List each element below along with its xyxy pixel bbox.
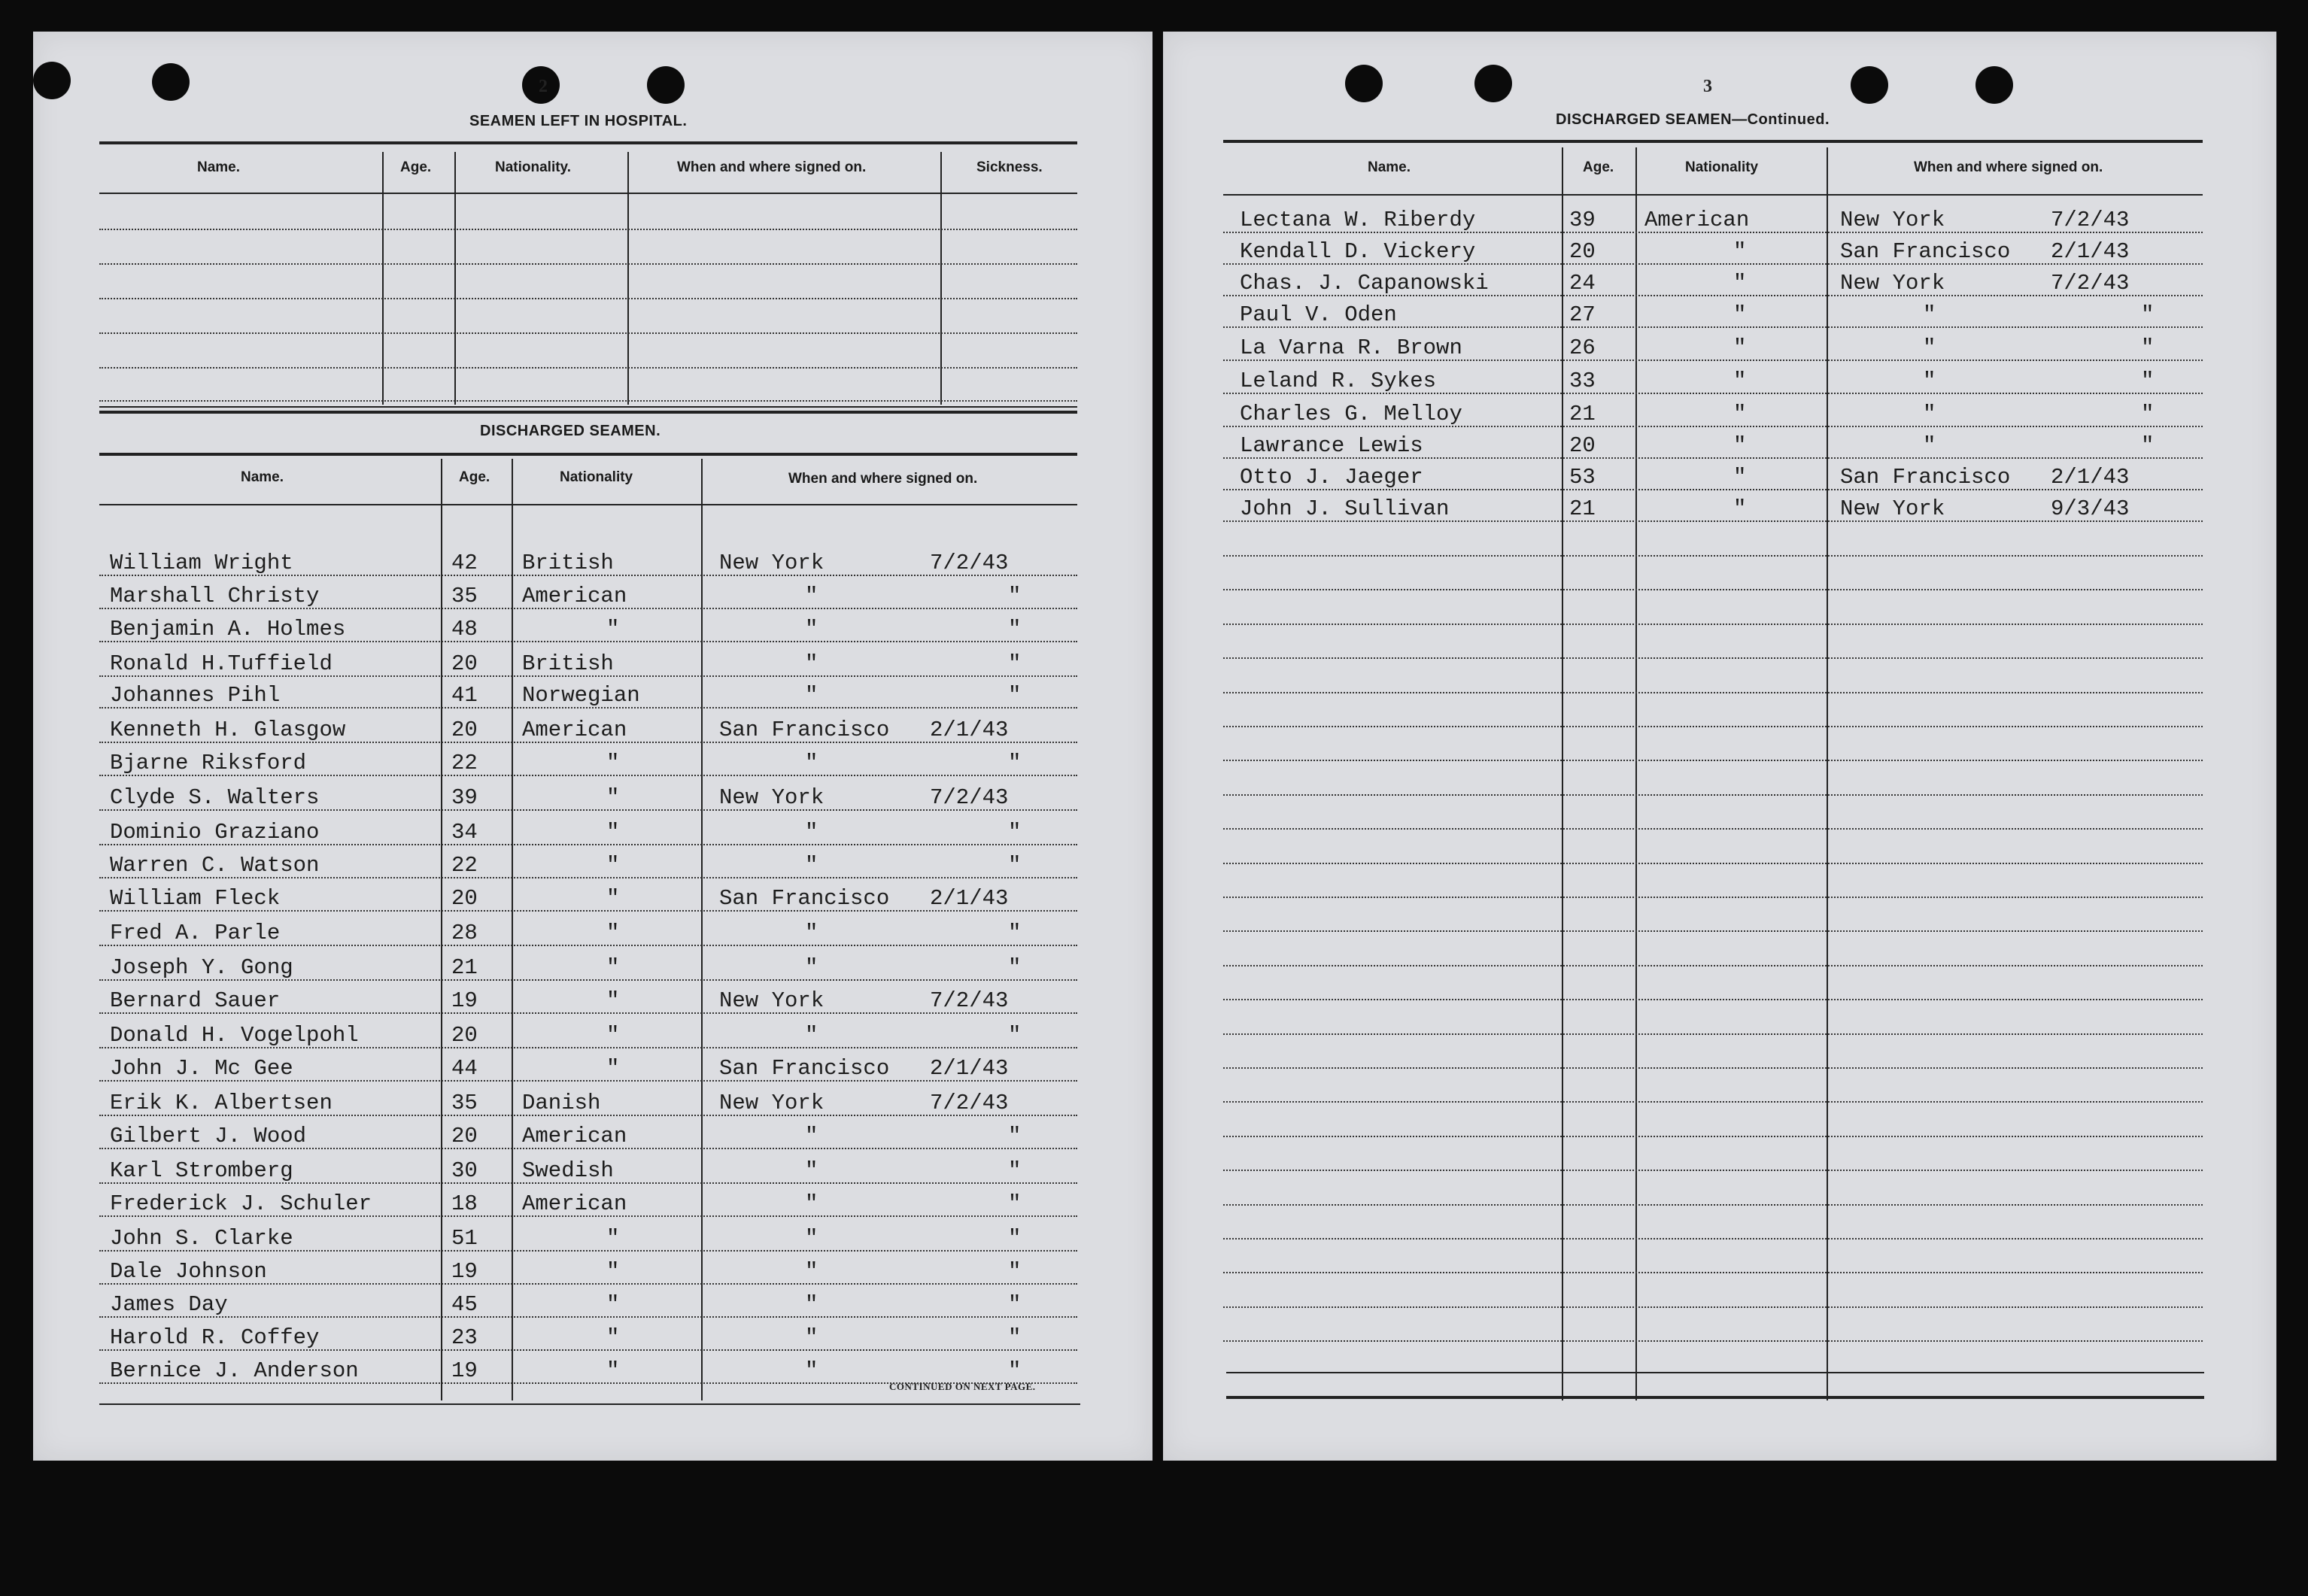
row-rule [99,1115,1077,1116]
cell-age: 26 [1569,335,1596,360]
cell-name: Marshall Christy [110,584,320,608]
cell-name: Otto J. Jaeger [1240,465,1423,490]
cell-nationality: " [606,1259,620,1284]
cell-age: 53 [1569,465,1596,490]
right-header-age: Age. [1583,159,1614,175]
cell-nationality: American [1644,208,1750,232]
punch-hole [1975,66,2013,104]
cell-date: " [1008,853,1022,878]
cell-age: 44 [451,1056,478,1081]
cell-age: 22 [451,751,478,775]
discharged-section-title: DISCHARGED SEAMEN. [480,423,661,439]
cell-date: " [1008,1226,1022,1251]
row-rule [1223,1067,2203,1069]
cell-name: Warren C. Watson [110,853,320,878]
row-rule [1223,794,2203,796]
cell-age: 23 [451,1325,478,1350]
cell-age: 20 [451,1124,478,1148]
cell-name: Paul V. Oden [1240,302,1397,327]
cell-age: 35 [451,584,478,608]
row-rule [99,1283,1077,1285]
row-rule [1223,457,2203,459]
cell-place: " [805,584,818,608]
row-rule [1223,295,2203,296]
cell-nationality: British [522,651,614,676]
cell-name: William Wright [110,551,293,575]
cell-name: Bernard Sauer [110,988,281,1013]
cell-place: " [805,1259,818,1284]
cell-date: " [1008,955,1022,980]
cell-nationality: " [1733,271,1747,296]
cell-age: 20 [451,651,478,676]
cell-place: New York [1840,208,1945,232]
hospital-header-age: Age. [400,159,432,175]
page-number: 3 [1703,77,1712,96]
cell-name: Johannes Pihl [110,683,281,708]
cell-age: 39 [1569,208,1596,232]
cell-date: " [1008,1259,1022,1284]
cell-name: Fred A. Parle [110,921,281,945]
cell-age: 20 [451,886,478,911]
cell-date: " [2141,335,2155,360]
row-rule [99,809,1077,811]
cell-place: " [805,853,818,878]
cell-name: Lectana W. Riberdy [1240,208,1476,232]
cell-place: " [805,820,818,845]
cell-place: " [805,683,818,708]
cell-nationality: " [1733,496,1747,521]
cell-place: " [1923,335,1936,360]
hospital-header-nationality: Nationality. [495,159,571,175]
cell-name: Karl Stromberg [110,1158,293,1183]
row-rule [1223,1306,2203,1308]
continued-note: CONTINUED ON NEXT PAGE. [889,1381,1036,1392]
cell-date: 7/2/43 [930,785,1009,810]
cell-place: " [1923,302,1936,327]
cell-age: 19 [451,1358,478,1383]
cell-nationality: " [606,1056,620,1081]
cell-date: " [1008,751,1022,775]
cell-date: 2/1/43 [930,718,1009,742]
cell-nationality: " [606,1023,620,1048]
cell-place: " [805,1158,818,1183]
cell-place: " [805,651,818,676]
hospital-section-title: SEAMEN LEFT IN HOSPITAL. [469,113,688,129]
cell-nationality: American [522,1191,627,1216]
punch-hole [1851,66,1888,104]
row-rule [1223,1170,2203,1171]
row-rule [1223,1340,2203,1342]
discharged-header-signed-on: When and where signed on. [788,471,978,487]
cell-name: Kenneth H. Glasgow [110,718,346,742]
cell-nationality: American [522,718,627,742]
cell-nationality: " [1733,239,1747,264]
cell-date: " [2141,433,2155,458]
discharged-header-nationality: Nationality [560,469,633,485]
cell-name: Clyde S. Walters [110,785,320,810]
row-rule [1223,1272,2203,1273]
cell-age: 24 [1569,271,1596,296]
cell-date: " [1008,1191,1022,1216]
cell-nationality: Swedish [522,1158,614,1183]
cell-name: Benjamin A. Holmes [110,617,346,642]
cell-name: Chas. J. Capanowski [1240,271,1489,296]
cell-nationality: " [606,1325,620,1350]
cell-place: " [1923,433,1936,458]
row-rule [99,707,1077,708]
row-rule [1223,589,2203,590]
cell-age: 20 [1569,433,1596,458]
cell-age: 18 [451,1191,478,1216]
cell-date: " [1008,683,1022,708]
row-rule [99,1349,1077,1351]
cell-nationality: Danish [522,1091,601,1115]
row-rule [99,979,1077,981]
cell-place: San Francisco [719,1056,890,1081]
row-rule [1223,1238,2203,1239]
cell-nationality: " [606,785,620,810]
punch-hole [152,63,190,101]
cell-place: New York [1840,271,1945,296]
row-rule [99,877,1077,878]
row-rule [1223,326,2203,328]
row-rule [99,1148,1077,1149]
cell-nationality: " [606,955,620,980]
cell-nationality: British [522,551,614,575]
cell-place: San Francisco [1840,465,2011,490]
cell-age: 22 [451,853,478,878]
cell-name: James Day [110,1292,228,1317]
cell-age: 21 [1569,496,1596,521]
cell-name: Dale Johnson [110,1259,267,1284]
cell-age: 39 [451,785,478,810]
cell-age: 19 [451,1259,478,1284]
row-rule [1223,897,2203,898]
cell-name: Leland R. Sykes [1240,369,1437,393]
cell-age: 20 [451,1023,478,1048]
cell-nationality: " [606,853,620,878]
cell-age: 33 [1569,369,1596,393]
row-rule [1223,555,2203,557]
cell-date: 2/1/43 [930,1056,1009,1081]
hospital-header-signed-on: When and where signed on. [677,159,867,175]
cell-place: " [805,617,818,642]
cell-nationality: " [1733,335,1747,360]
cell-place: " [805,751,818,775]
cell-date: 9/3/43 [2051,496,2130,521]
cell-place: " [805,1023,818,1048]
cell-date: " [1008,1292,1022,1317]
cell-name: Kendall D. Vickery [1240,239,1476,264]
cell-age: 30 [451,1158,478,1183]
cell-date: " [1008,584,1022,608]
row-rule [1223,760,2203,761]
cell-place: New York [719,1091,825,1115]
cell-date: " [1008,820,1022,845]
cell-place: " [805,1124,818,1148]
cell-name: John J. Mc Gee [110,1056,293,1081]
cell-name: Dominio Graziano [110,820,320,845]
cell-date: " [2141,369,2155,393]
row-rule [1223,692,2203,693]
cell-age: 42 [451,551,478,575]
cell-date: " [2141,402,2155,426]
row-rule [99,675,1077,677]
right-header-nationality: Nationality [1685,159,1759,175]
cell-date: " [1008,1124,1022,1148]
cell-place: New York [719,551,825,575]
cell-nationality: Norwegian [522,683,640,708]
cell-place: " [805,1358,818,1383]
cell-nationality: " [1733,465,1747,490]
cell-name: Ronald H.Tuffield [110,651,333,676]
cell-nationality: " [1733,369,1747,393]
row-rule [1223,360,2203,361]
row-rule [99,641,1077,642]
row-rule [99,910,1077,912]
cell-age: 20 [1569,239,1596,264]
cell-age: 51 [451,1226,478,1251]
row-rule [1223,624,2203,625]
row-rule [1223,863,2203,864]
row-rule [99,1080,1077,1082]
cell-date: 7/2/43 [930,551,1009,575]
cell-date: 7/2/43 [930,1091,1009,1115]
cell-date: 7/2/43 [930,988,1009,1013]
right-page [1163,32,2276,1461]
row-rule [1223,263,2203,265]
row-rule [99,1250,1077,1252]
row-rule [1223,726,2203,727]
row-rule [1223,999,2203,1000]
row-rule [1223,520,2203,522]
cell-date: " [1008,921,1022,945]
discharged-header-name: Name. [241,469,284,485]
right-header-signed-on: When and where signed on. [1914,159,2103,175]
cell-age: 48 [451,617,478,642]
cell-date: 2/1/43 [2051,465,2130,490]
row-rule [1223,1033,2203,1035]
cell-age: 21 [1569,402,1596,426]
cell-date: " [1008,617,1022,642]
cell-place: " [805,1292,818,1317]
cell-nationality: " [606,751,620,775]
cell-name: Erik K. Albertsen [110,1091,333,1115]
row-rule [99,1182,1077,1184]
cell-place: " [805,1226,818,1251]
row-rule [99,1047,1077,1048]
cell-date: 2/1/43 [930,886,1009,911]
cell-date: 2/1/43 [2051,239,2130,264]
cell-name: Charles G. Melloy [1240,402,1462,426]
cell-age: 20 [451,718,478,742]
continued-section-title: DISCHARGED SEAMEN—Continued. [1556,111,1830,128]
cell-age: 19 [451,988,478,1013]
cell-nationality: " [606,1358,620,1383]
hospital-header-sickness: Sickness. [976,159,1043,175]
row-rule [1223,232,2203,233]
cell-name: Harold R. Coffey [110,1325,320,1350]
row-rule [99,945,1077,946]
cell-nationality: " [606,1292,620,1317]
row-rule [1223,489,2203,490]
punch-hole [647,66,685,104]
cell-place: " [805,955,818,980]
row-rule [99,1215,1077,1217]
cell-place: " [805,921,818,945]
cell-age: 28 [451,921,478,945]
cell-nationality: American [522,584,627,608]
cell-date: 7/2/43 [2051,271,2130,296]
cell-date: " [1008,1023,1022,1048]
cell-name: Donald H. Vogelpohl [110,1023,359,1048]
row-rule [1223,426,2203,427]
cell-nationality: American [522,1124,627,1148]
cell-date: 7/2/43 [2051,208,2130,232]
cell-name: Joseph Y. Gong [110,955,293,980]
cell-name: Lawrance Lewis [1240,433,1423,458]
cell-nationality: " [606,820,620,845]
discharged-header-age: Age. [459,469,490,485]
cell-place: " [1923,402,1936,426]
row-rule [1223,1101,2203,1103]
left-page [33,32,1152,1461]
cell-nationality: " [1733,302,1747,327]
cell-nationality: " [606,921,620,945]
cell-date: " [1008,1358,1022,1383]
row-rule [1223,657,2203,659]
cell-place: " [1923,369,1936,393]
cell-name: Bjarne Riksford [110,751,307,775]
cell-place: " [805,1191,818,1216]
punch-hole [1345,65,1383,102]
row-rule [99,844,1077,845]
cell-date: " [1008,1325,1022,1350]
cell-age: 27 [1569,302,1596,327]
cell-age: 35 [451,1091,478,1115]
cell-place: New York [1840,496,1945,521]
cell-nationality: " [1733,433,1747,458]
row-rule [1223,930,2203,932]
cell-nationality: " [606,1226,620,1251]
row-rule [1223,965,2203,966]
cell-place: San Francisco [719,886,890,911]
cell-name: Frederick J. Schuler [110,1191,372,1216]
row-rule [99,775,1077,776]
row-rule [1223,1204,2203,1206]
row-rule [1223,1136,2203,1137]
cell-date: " [2141,302,2155,327]
cell-date: " [1008,651,1022,676]
cell-name: John S. Clarke [110,1226,293,1251]
cell-nationality: " [1733,402,1747,426]
cell-place: San Francisco [1840,239,2011,264]
cell-place: New York [719,785,825,810]
right-header-name: Name. [1368,159,1411,175]
cell-place: " [805,1325,818,1350]
cell-place: New York [719,988,825,1013]
row-rule [99,742,1077,743]
cell-name: William Fleck [110,886,281,911]
cell-nationality: " [606,886,620,911]
cell-age: 45 [451,1292,478,1317]
row-rule [99,575,1077,576]
punch-hole [33,62,71,99]
cell-nationality: " [606,988,620,1013]
cell-nationality: " [606,617,620,642]
punch-hole [1474,65,1512,102]
hospital-header-name: Name. [197,159,241,175]
cell-age: 41 [451,683,478,708]
row-rule [99,608,1077,609]
cell-name: John J. Sullivan [1240,496,1450,521]
page-number: 2 [539,77,548,96]
row-rule [1223,828,2203,830]
cell-name: La Varna R. Brown [1240,335,1462,360]
row-rule [99,1316,1077,1318]
cell-name: Bernice J. Anderson [110,1358,359,1383]
row-rule [99,1012,1077,1014]
cell-name: Gilbert J. Wood [110,1124,307,1148]
cell-age: 21 [451,955,478,980]
cell-date: " [1008,1158,1022,1183]
cell-place: San Francisco [719,718,890,742]
cell-age: 34 [451,820,478,845]
row-rule [1223,393,2203,394]
